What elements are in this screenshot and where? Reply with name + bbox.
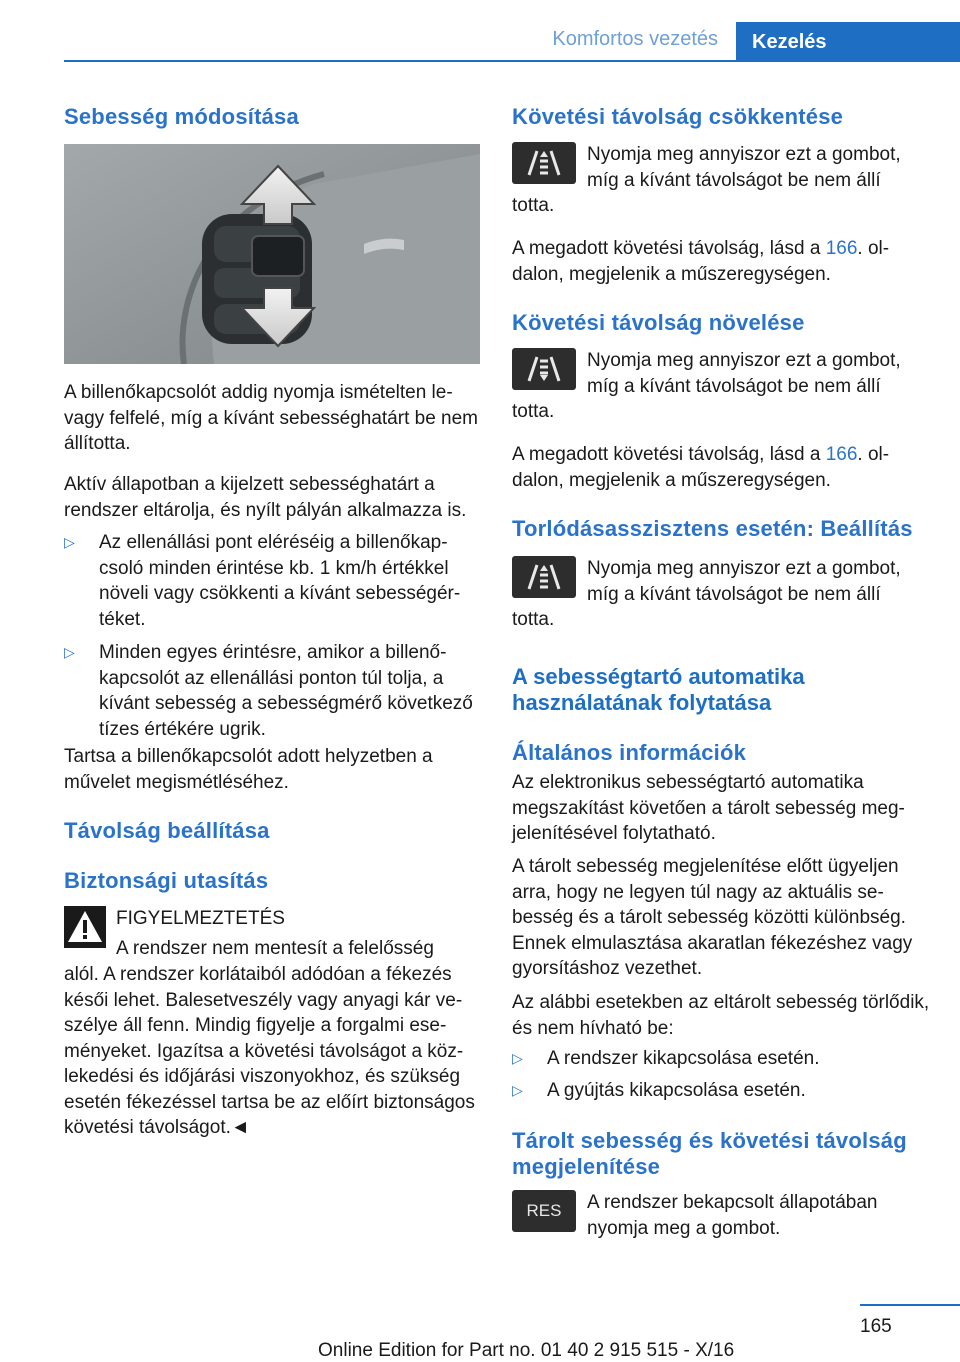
instruction-text-tail: totta.: [512, 609, 555, 630]
res-button-label: RES: [526, 1201, 562, 1220]
bullet-triangle-icon: ▷: [64, 644, 75, 660]
instruction-text: Nyomja meg annyiszor ezt a gombot, míg a kívánt távolságot be nem állí: [587, 350, 901, 397]
paragraph-general-1: Az elektronikus sebességtartó automatika megszakítást követően a tárolt sebesség megjelenítésével folytatható.: [512, 772, 905, 844]
paragraph-text: . oldalon, megjelenik a műszeregységen.: [512, 238, 890, 285]
heading-general-information: Általános információk: [512, 740, 747, 765]
bullet-triangle-icon: ▷: [512, 1082, 523, 1098]
instruction-text: A rendszer bekapcsolt állapotában nyomja meg a gombot.: [587, 1192, 878, 1239]
paragraph-text: A megadott követési távolság, lásd a: [512, 444, 826, 465]
footer-rule: [860, 1304, 960, 1306]
list-item: [512, 1078, 930, 1104]
header-rule: [64, 60, 960, 62]
paragraph-distance-shown: [512, 442, 930, 493]
bullet-triangle-icon: ▷: [64, 534, 75, 550]
instruction-text-tail: totta.: [512, 401, 555, 422]
list-item: [512, 1046, 930, 1072]
paragraph-active-state: Aktív állapotban a kijelzett sebességhatárt a rendszer eltárolja, és nyílt pályán alkalmazza is.: [64, 474, 467, 521]
warning-text-body: alól. A rendszer korlátaiból adódóan a fékezés késői lehet. Balesetveszély vagy anyagi kár veszélye áll fenn. Mindig figyelje a forgalmi eseményeket. Igazítsa a követési távolságot a közlekedési és időjárási viszonyokhoz, és szükség esetén fékezéssel tartsa be az előírt biztonságos követési távolságot.: [64, 964, 475, 1138]
paragraph-text: A megadott követési távolság, lásd a: [512, 238, 826, 259]
list-item-text: Az ellenállási pont eléréséig a billenőkapcsoló minden érintése kb. 1 km/h értékkel növeli vagy csökkenti a kívánt sebességértéket.: [99, 532, 461, 630]
page-reference-link[interactable]: 166: [825, 444, 858, 465]
bullet-triangle-icon: ▷: [512, 1050, 523, 1066]
warning-text: [64, 962, 482, 1141]
paragraph-general-3: Az alábbi esetekben az eltárolt sebesség törlődik, és nem hívható be:: [512, 992, 930, 1039]
instruction-decrease: [512, 142, 930, 219]
heading-stored-speed-display: Tárolt sebesség és követési távolság megjelenítése: [512, 1128, 907, 1179]
heading-distance-decrease: Követési távolság csökkentése: [512, 104, 844, 129]
instruction-res: [512, 1190, 930, 1241]
list-item: [64, 530, 482, 632]
warning-text-first-line: A rendszer nem mentesít a felelősség: [116, 938, 434, 959]
instruction-text-tail: totta.: [512, 195, 555, 216]
instruction-text: Nyomja meg annyiszor ezt a gombot, míg a kívánt távolságot be nem állí: [587, 558, 901, 605]
heading-distance-setting: Távolság beállítása: [64, 818, 270, 843]
list-item-text: Minden egyes érintésre, amikor a billenőkapcsolót az ellenállási ponton túl tolja, a kívánt sebesség a sebességmérő következő tízes értékére ugrik.: [99, 642, 473, 740]
header-chapter-tab: Kezelés: [736, 22, 960, 62]
paragraph-distance-shown: [512, 236, 930, 287]
heading-traffic-jam-assistant: Torlódásasszisztens esetén: Beállítás: [512, 516, 913, 541]
instruction-increase: [512, 348, 930, 425]
header-section-title: Komfortos vezetés: [552, 28, 718, 50]
paragraph-hold-switch: Tartsa a billenőkapcsolót adott helyzetben a művelet megismétléséhez.: [64, 746, 433, 793]
steering-wheel-rocker-switch-photo: [64, 144, 480, 364]
section-end-mark: ◄: [230, 1117, 250, 1138]
warning-title: FIGYELMEZTETÉS: [116, 908, 285, 929]
paragraph-rocker-press: A billenőkapcsolót addig nyomja ismételten le- vagy felfelé, míg a kívánt sebességhatárt be nem állította.: [64, 382, 479, 454]
list-item: [64, 640, 482, 742]
footer-edition-text: Online Edition for Part no. 01 40 2 915 515 - X/16: [318, 1340, 735, 1361]
page-reference-link[interactable]: 166: [825, 238, 858, 259]
paragraph-text: . oldalon, megjelenik a műszeregységen.: [512, 444, 890, 491]
heading-distance-increase: Követési távolság növelése: [512, 310, 805, 335]
list-item-text: A gyújtás kikapcsolása esetén.: [547, 1080, 806, 1101]
heading-safety-note: Biztonsági utasítás: [64, 868, 269, 893]
page-number: 165: [860, 1316, 892, 1337]
paragraph-general-2: A tárolt sebesség megjelenítése előtt ügyeljen arra, hogy ne legyen túl nagy az aktuális sebesség és a tárolt sebesség közötti különbség. Ennek elmulasztása akaratlan fékezéshez vagy gyorsításhoz vezethet.: [512, 856, 913, 979]
heading-resume-cruise-control: A sebességtartó automatika használatának folytatása: [512, 664, 805, 715]
instruction-traffic-jam: [512, 556, 930, 633]
heading-speed-adjust: Sebesség módosítása: [64, 104, 299, 129]
list-item-text: A rendszer kikapcsolása esetén.: [547, 1048, 820, 1069]
instruction-text: Nyomja meg annyiszor ezt a gombot, míg a kívánt távolságot be nem állí: [587, 144, 901, 191]
